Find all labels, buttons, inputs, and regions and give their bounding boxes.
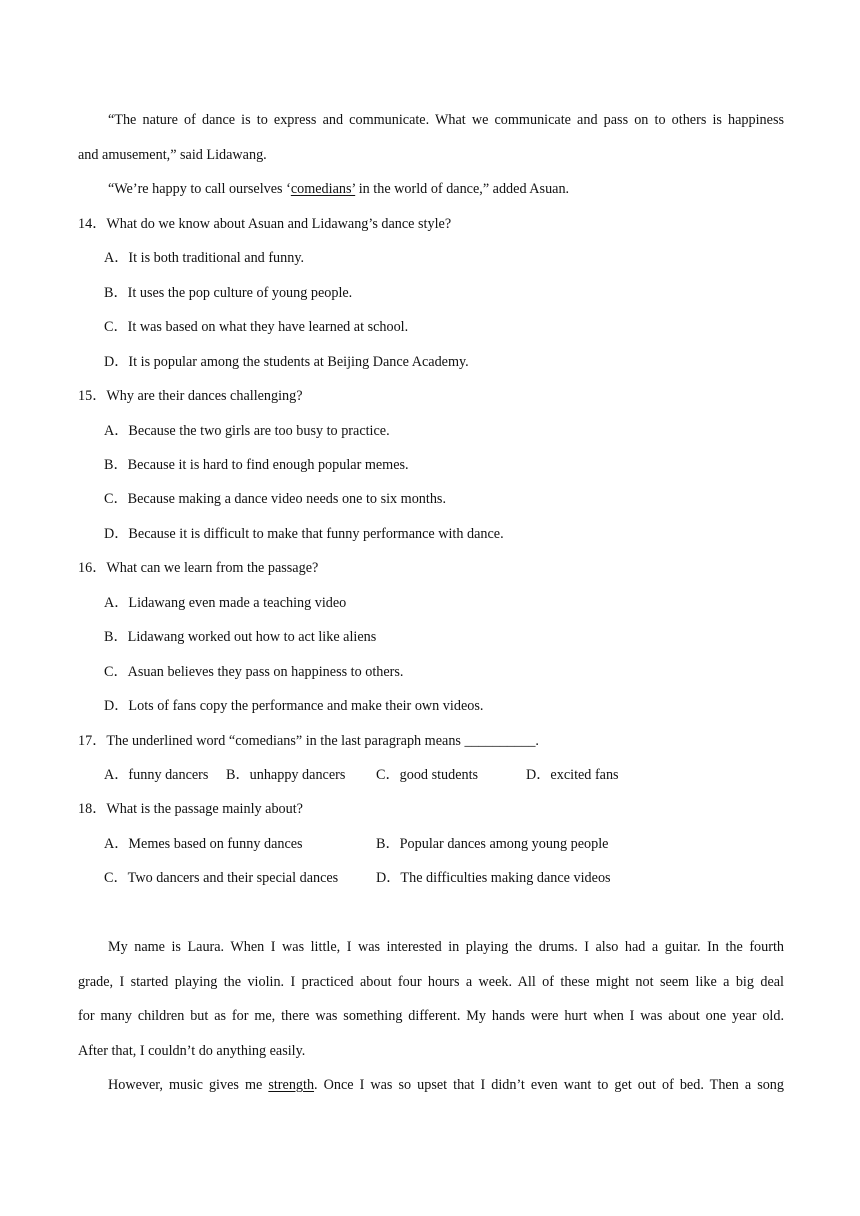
answer-option: B．Lidawang worked out how to act like aliens — [104, 629, 377, 645]
answer-option: B．unhappy dancers — [226, 767, 346, 783]
passage-text: . Once I was so upset that I didn’t even want to get out of bed. Then a song — [314, 1077, 784, 1093]
passage-line: After that, I couldn’t do anything easily. — [78, 1043, 306, 1059]
answer-option: C．Two dancers and their special dances — [104, 870, 339, 886]
answer-option: D．excited fans — [526, 767, 619, 783]
question-stem: 14．What do we know about Asuan and Lidawang’s dance style? — [78, 216, 452, 232]
question-stem: 18．What is the passage mainly about? — [78, 801, 303, 817]
passage-line — [108, 179, 784, 199]
answer-option: C．Asuan believes they pass on happiness to others. — [104, 664, 404, 680]
passage-text: However, music gives me — [108, 1077, 269, 1093]
answer-option: B．Because it is hard to find enough popular memes. — [104, 457, 409, 473]
passage-line: My name is Laura. When I was little, I was interested in playing the drums. I also had a guitar. In the fourth — [108, 939, 784, 955]
answer-option: B．It uses the pop culture of young people. — [104, 285, 353, 301]
passage-line: for many children but as for me, there was something different. My hands were hurt when I was about one year old. — [78, 1008, 784, 1024]
answer-option: A．Memes based on funny dances — [104, 836, 303, 852]
answer-option: A．Because the two girls are too busy to practice. — [104, 423, 390, 439]
answer-option: D．It is popular among the students at Beijing Dance Academy. — [104, 354, 469, 370]
answer-option: C．It was based on what they have learned at school. — [104, 319, 409, 335]
answer-option: A．It is both traditional and funny. — [104, 250, 305, 266]
answer-option: D．Lots of fans copy the performance and make their own videos. — [104, 698, 484, 714]
answer-option: D．The difficulties making dance videos — [376, 870, 611, 886]
underlined-word: strength — [268, 1077, 315, 1093]
underlined-word: comedians’ — [290, 181, 356, 197]
question-stem: 15．Why are their dances challenging? — [78, 388, 303, 404]
passage-line — [108, 1075, 784, 1095]
answer-option: B．Popular dances among young people — [376, 836, 609, 852]
answer-option: A．funny dancers — [104, 767, 209, 783]
passage-text: “We’re happy to call ourselves ‘ — [108, 181, 291, 197]
answer-option: C．Because making a dance video needs one to six months. — [104, 491, 446, 507]
passage-text: in the world of dance,” added Asuan. — [355, 181, 570, 197]
passage-line: “The nature of dance is to express and communicate. What we communicate and pass on to others is happiness — [108, 112, 784, 128]
answer-option: A．Lidawang even made a teaching video — [104, 595, 347, 611]
question-stem: 17．The underlined word “comedians” in the last paragraph means __________. — [78, 733, 539, 749]
answer-option: C．good students — [376, 767, 479, 783]
answer-option: D．Because it is difficult to make that funny performance with dance. — [104, 526, 504, 542]
question-stem: 16．What can we learn from the passage? — [78, 560, 319, 576]
passage-line: grade, I started playing the violin. I practiced about four hours a week. All of these might not seem like a big deal — [78, 974, 784, 990]
passage-line: and amusement,” said Lidawang. — [78, 147, 267, 163]
